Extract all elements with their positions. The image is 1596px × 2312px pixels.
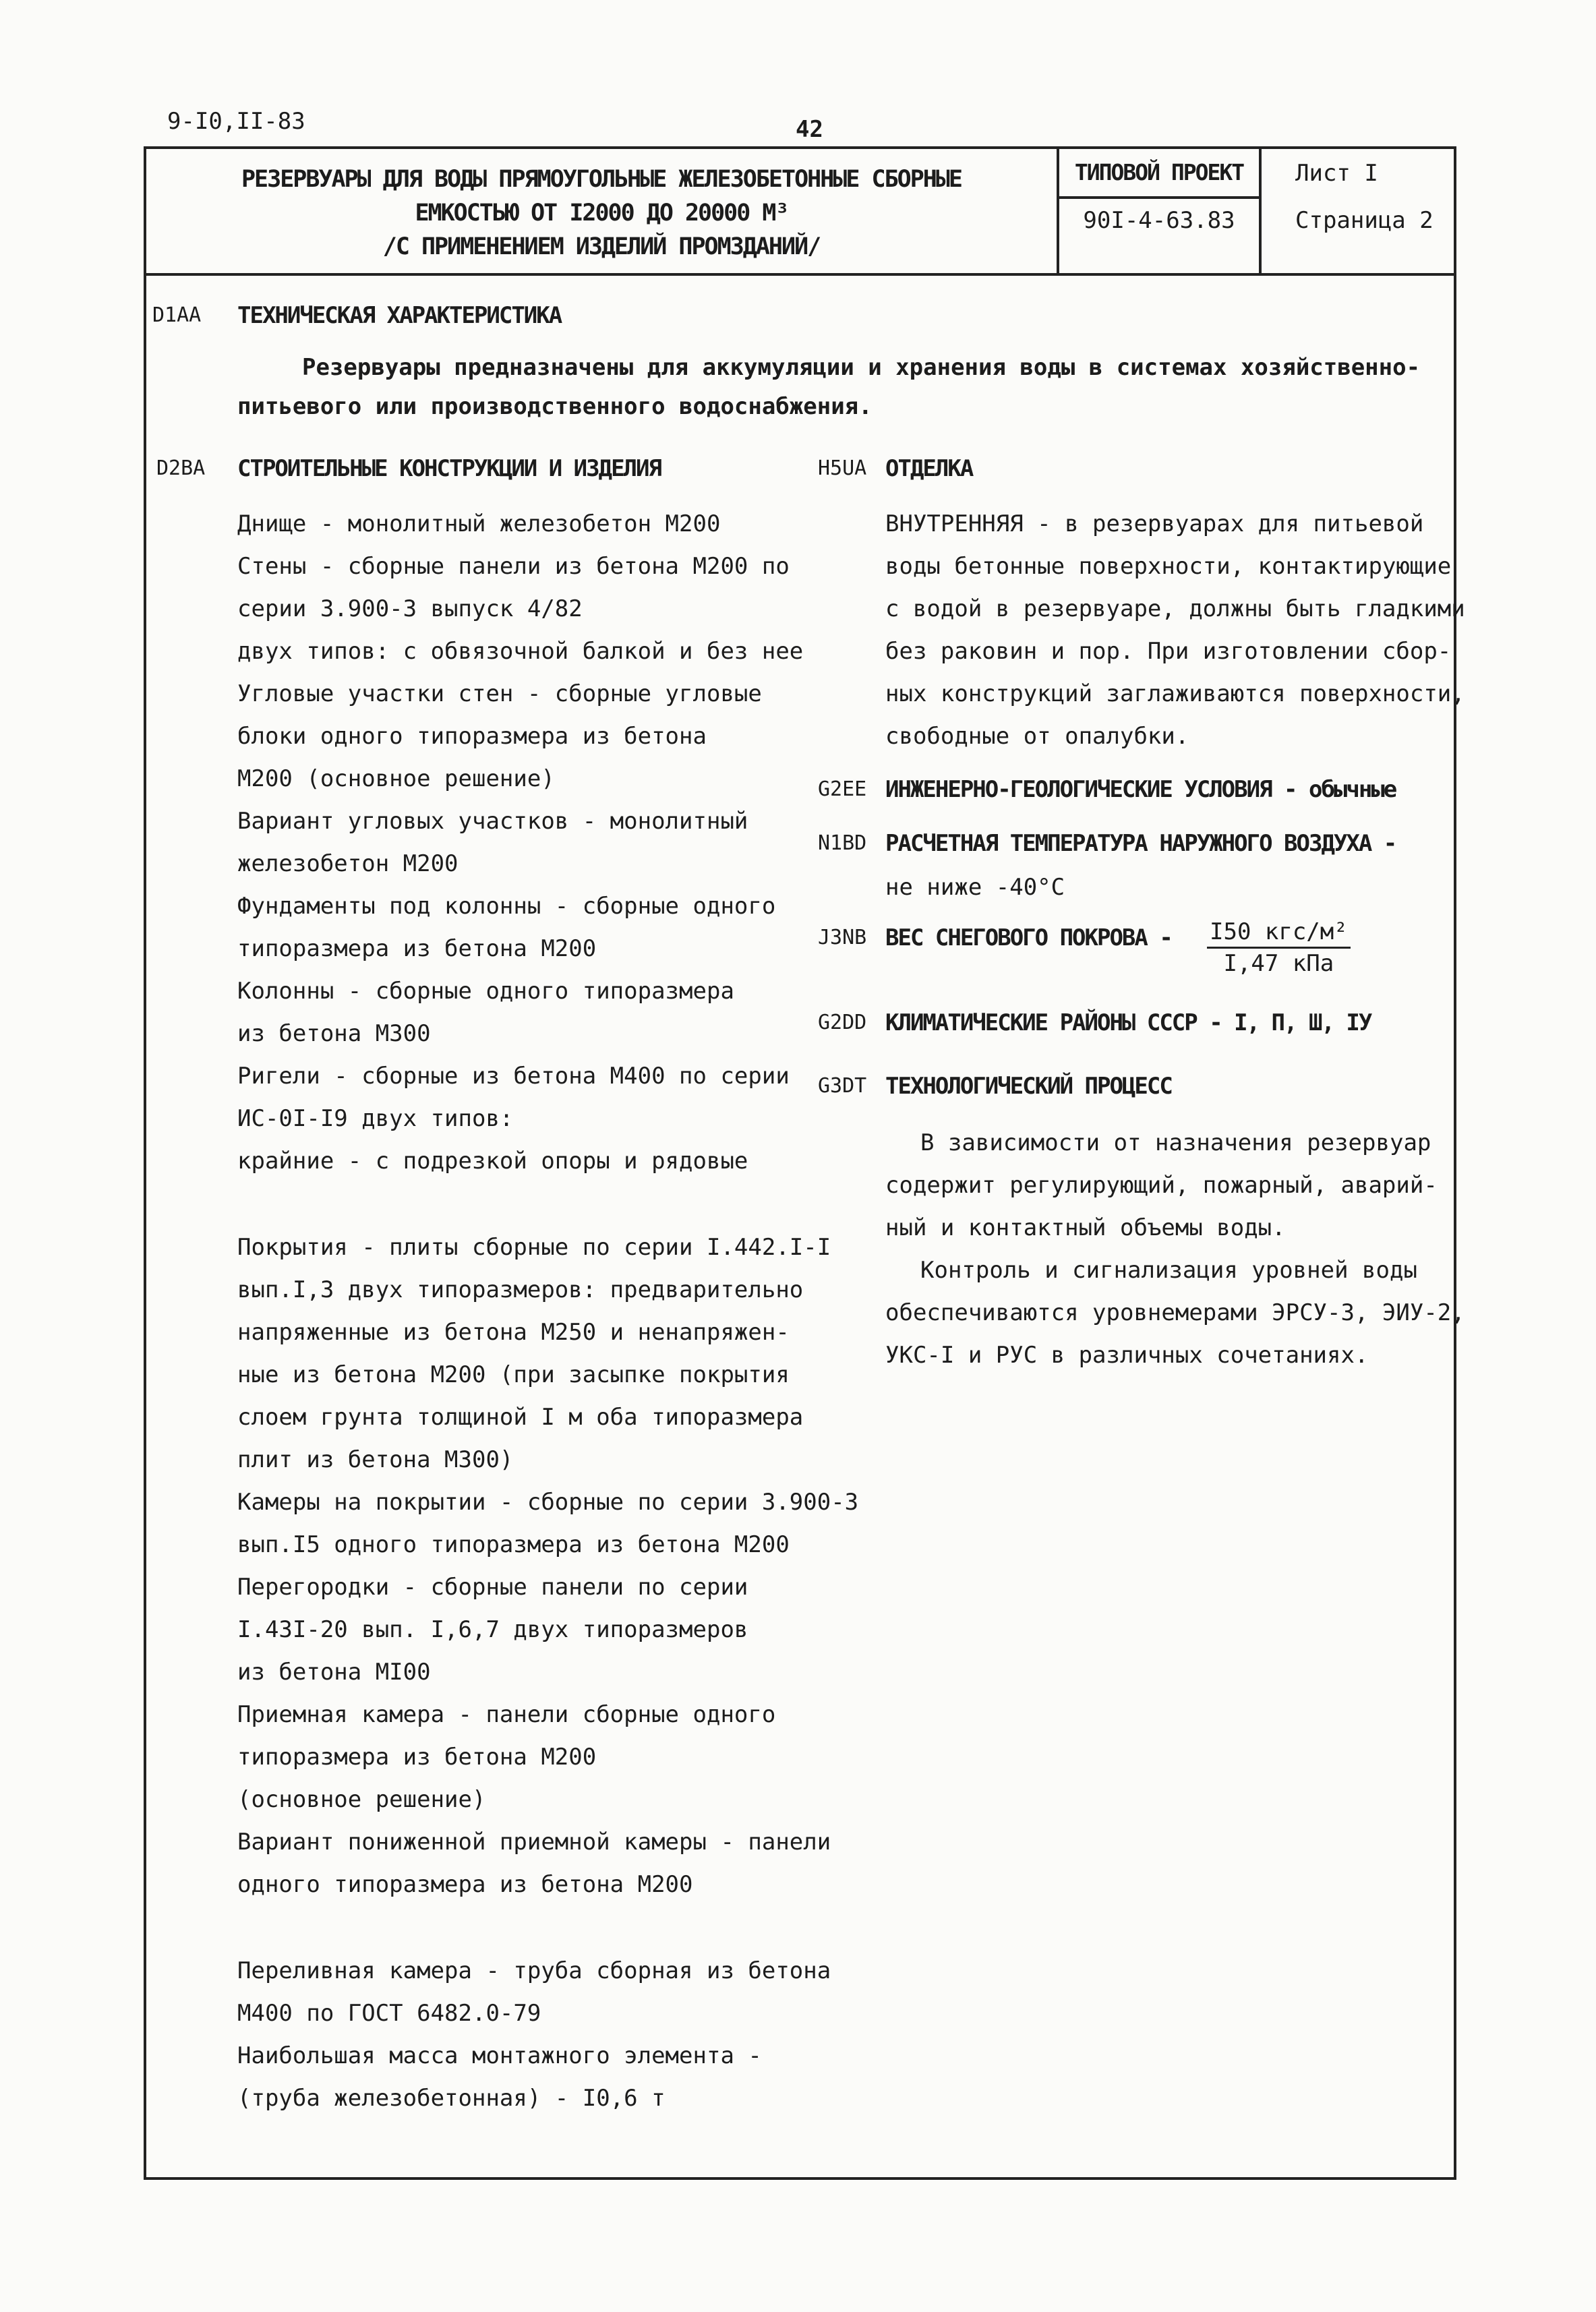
section-code-constructions: D2BA bbox=[156, 456, 206, 480]
snow-load-kpa: I,47 кПа bbox=[1223, 950, 1334, 977]
snow-load-fraction bbox=[1207, 917, 1351, 978]
tech-line: Резервуары предназначены для аккумуляции и хранения воды в системах хозяйственно- bbox=[302, 354, 1421, 381]
constructions-line: типоразмера из бетона М200 bbox=[237, 935, 597, 962]
section-code-climate: G2DD bbox=[818, 1011, 867, 1034]
section-code-finish: H5UA bbox=[818, 456, 867, 480]
constructions-line: крайние - с подрезкой опоры и рядовые bbox=[237, 1148, 748, 1175]
section-code-geo: G2EE bbox=[818, 777, 867, 801]
finish-line: воды бетонные поверхности, контактирующие bbox=[885, 553, 1452, 580]
section-code-snow: J3NB bbox=[818, 926, 867, 949]
title-line: РЕЗЕРВУАРЫ ДЛЯ ВОДЫ ПРЯМОУГОЛЬНЫЕ ЖЕЛЕЗОБЕТОННЫЕ СБОРНЫЕ bbox=[241, 166, 962, 193]
constructions-line: блоки одного типоразмера из бетона bbox=[237, 723, 707, 750]
constructions-line: Вариант угловых участков - монолитный bbox=[237, 808, 748, 835]
title-block bbox=[146, 149, 1454, 276]
finish-line: с водой в резервуаре, должны быть гладкими bbox=[885, 595, 1465, 622]
project-label: ТИПОВОЙ ПРОЕКТ bbox=[1059, 149, 1259, 199]
constructions-line: ИС-0I-I9 двух типов: bbox=[237, 1105, 514, 1132]
constructions-line: Фундаменты под колонны - сборные одного bbox=[237, 893, 776, 920]
constructions-line: Колонны - сборные одного типоразмера bbox=[237, 978, 734, 1005]
process-line: В зависимости от назначения резервуар bbox=[920, 1129, 1431, 1156]
tech-line: питьевого или производственного водоснабжения. bbox=[237, 393, 873, 420]
section-heading-constructions: СТРОИТЕЛЬНЫЕ КОНСТРУКЦИИ И ИЗДЕЛИЯ bbox=[237, 455, 661, 482]
section-heading-tech: ТЕХНИЧЕСКАЯ ХАРАКТЕРИСТИКА bbox=[237, 302, 562, 329]
project-cell bbox=[1057, 149, 1259, 273]
constructions-line: слоем грунта толщиной I м оба типоразмера bbox=[237, 1404, 804, 1431]
constructions-line: Вариант пониженной приемной камеры - панели bbox=[237, 1829, 831, 1856]
section-code-process: G3DT bbox=[818, 1074, 867, 1098]
constructions-line: М400 по ГОСТ 6482.0-79 bbox=[237, 2000, 541, 2027]
constructions-line: Перегородки - сборные панели по серии bbox=[237, 1574, 748, 1601]
constructions-line: вып.I5 одного типоразмера из бетона М200 bbox=[237, 1531, 790, 1558]
sheet-label: Лист I bbox=[1295, 160, 1378, 187]
title-line: ЕМКОСТЬЮ ОТ I2000 ДО 20000 М³ bbox=[415, 200, 788, 227]
constructions-line: вып.I,3 двух типоразмеров: предварительно bbox=[237, 1276, 804, 1303]
finish-line: ВНУТРЕННЯЯ - в резервуарах для питьевой bbox=[885, 510, 1424, 537]
constructions-line: Покрытия - плиты сборные по серии I.442.I-I bbox=[237, 1234, 831, 1261]
constructions-line: Ригели - сборные из бетона М400 по серии bbox=[237, 1063, 790, 1090]
page-label: Страница 2 bbox=[1295, 207, 1434, 234]
title-line: /С ПРИМЕНЕНИЕМ ИЗДЕЛИЙ ПРОМЗДАНИЙ/ bbox=[382, 233, 821, 260]
process-line: ный и контактный объемы воды. bbox=[885, 1214, 1286, 1241]
process-line: содержит регулирующий, пожарный, аварий- bbox=[885, 1172, 1438, 1199]
section-code-temp: N1BD bbox=[818, 831, 867, 855]
constructions-line: (основное решение) bbox=[237, 1786, 486, 1813]
constructions-line: одного типоразмера из бетона М200 bbox=[237, 1871, 693, 1898]
constructions-line: из бетона МI00 bbox=[237, 1659, 431, 1686]
project-number: 90I-4-63.83 bbox=[1083, 207, 1235, 234]
constructions-line: Днище - монолитный железобетон М200 bbox=[237, 510, 721, 537]
constructions-line: I.43I-20 вып. I,6,7 двух типоразмеров bbox=[237, 1616, 748, 1643]
geo-conditions: ИНЖЕНЕРНО-ГЕОЛОГИЧЕСКИЕ УСЛОВИЯ - обычные bbox=[885, 776, 1396, 803]
snow-load-kgs: I50 кгс/м² bbox=[1207, 917, 1351, 949]
constructions-line: Камеры на покрытии - сборные по серии 3.900-3 bbox=[237, 1489, 859, 1516]
process-line: УКС-I и РУС в различных сочетаниях. bbox=[885, 1342, 1369, 1369]
outdoor-temperature: РАСЧЕТНАЯ ТЕМПЕРАТУРА НАРУЖНОГО ВОЗДУХА - bbox=[885, 830, 1396, 857]
constructions-line: М200 (основное решение) bbox=[237, 765, 555, 792]
constructions-line: Угловые участки стен - сборные угловые bbox=[237, 680, 762, 707]
constructions-line: ные из бетона М200 (при засыпке покрытия bbox=[237, 1361, 790, 1388]
section-heading-finish: ОТДЕЛКА bbox=[885, 455, 973, 482]
process-line: Контроль и сигнализация уровней воды bbox=[920, 1257, 1417, 1284]
finish-line: ных конструкций заглаживаются поверхности, bbox=[885, 680, 1465, 707]
constructions-line: Переливная камера - труба сборная из бетона bbox=[237, 1957, 831, 1984]
constructions-line: серии 3.900-3 выпуск 4/82 bbox=[237, 595, 583, 622]
process-line: обеспечиваются уровнемерами ЭРСУ-3, ЭИУ-2, bbox=[885, 1299, 1465, 1326]
finish-line: свободные от опалубки. bbox=[885, 723, 1189, 750]
snow-load: ВЕС СНЕГОВОГО ПОКРОВА - bbox=[885, 924, 1172, 951]
constructions-line: двух типов: с обвязочной балкой и без нее bbox=[237, 638, 804, 665]
section-heading-process: ТЕХНОЛОГИЧЕСКИЙ ПРОЦЕСС bbox=[885, 1073, 1172, 1100]
finish-line: без раковин и пор. При изготовлении сбор- bbox=[885, 638, 1452, 665]
section-code-tech: D1AA bbox=[152, 303, 202, 327]
constructions-line: плит из бетона М300) bbox=[237, 1446, 514, 1473]
climate-regions: КЛИМАТИЧЕСКИЕ РАЙОНЫ СССР - I, П, Ш, IУ bbox=[885, 1009, 1371, 1036]
constructions-line: железобетон М200 bbox=[237, 850, 459, 877]
constructions-line: напряженные из бетона М250 и ненапряжен- bbox=[237, 1319, 790, 1346]
constructions-line: типоразмера из бетона М200 bbox=[237, 1744, 597, 1771]
constructions-line: Приемная камера - панели сборные одного bbox=[237, 1701, 776, 1728]
sheet-cell bbox=[1259, 149, 1456, 273]
constructions-line: Наибольшая масса монтажного элемента - bbox=[237, 2042, 762, 2069]
constructions-line: (труба железобетонная) - I0,6 т bbox=[237, 2085, 666, 2112]
document-title bbox=[146, 149, 1057, 273]
constructions-line: Стены - сборные панели из бетона М200 по bbox=[237, 553, 790, 580]
document-code: 9-I0,II-83 bbox=[167, 108, 305, 135]
temperature-value: не ниже -40°С bbox=[885, 874, 1065, 901]
page-number: 42 bbox=[796, 116, 823, 143]
constructions-line: из бетона М300 bbox=[237, 1020, 431, 1047]
